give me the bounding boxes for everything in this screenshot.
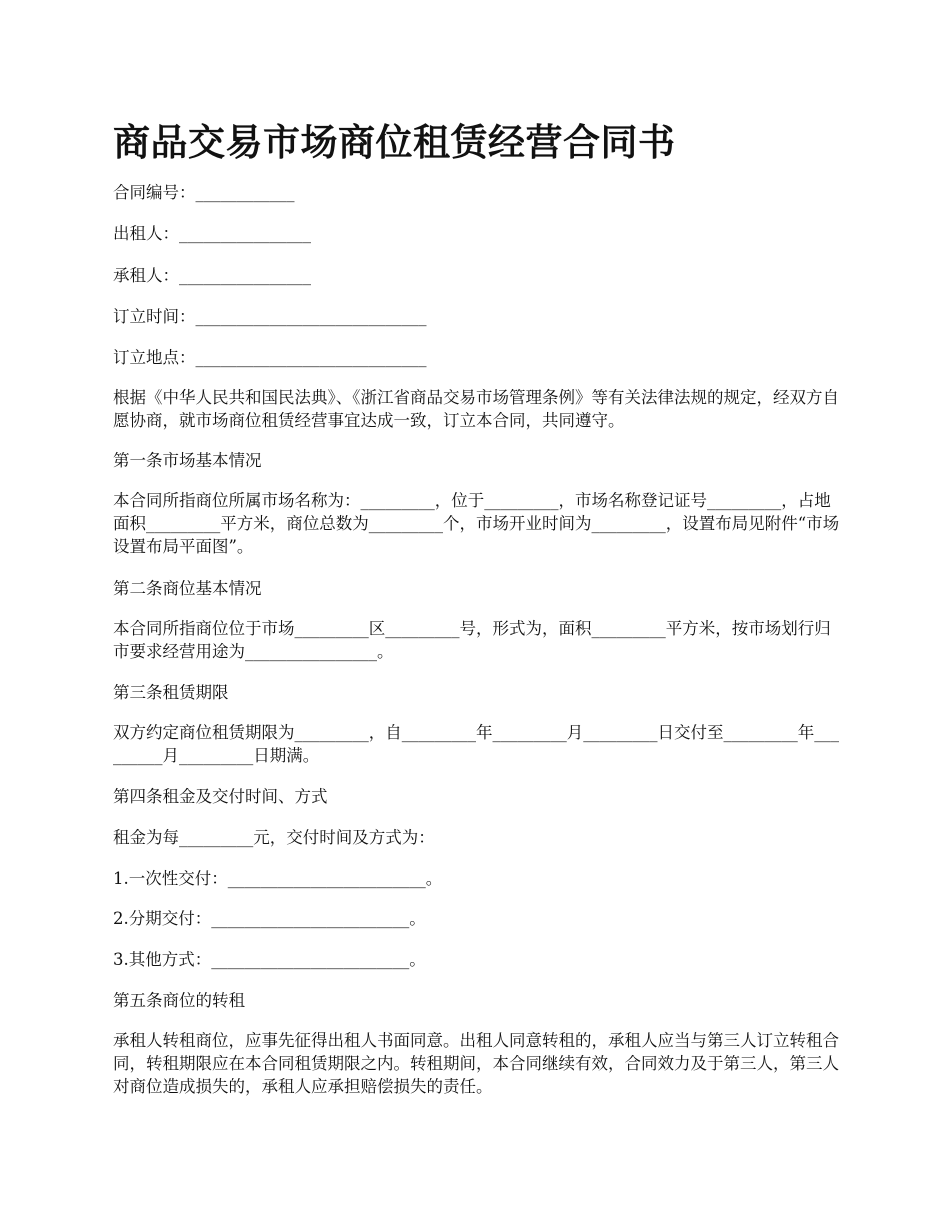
article-4-heading: 第四条租金及交付时间、方式 [113,787,328,806]
contract-number-field: 合同编号：____________ [113,183,295,202]
article-2-body: 本合同所指商位位于市场_________区_________号，形式为，面积_________平方米，按市场划行归市要求经营用途为________________。 [113,619,831,661]
sign-time-field: 订立时间：____________________________ [113,307,427,326]
article-4-item-1: 1.一次性交付：________________________。 [113,869,443,888]
document-title: 商品交易市场商位租赁经营合同书 [113,120,676,164]
article-1-body: 本合同所指商位所属市场名称为：_________，位于_________，市场名称登记证号_________，占地面积_________平方米，商位总数为_________个，市场开业时间为_________，设置布局见附件“市场设置布局平面图”。 [113,491,840,556]
article-4-item-2: 2.分期交付：________________________。 [113,909,426,928]
article-5-heading: 第五条商位的转租 [113,991,245,1010]
article-3-heading: 第三条租赁期限 [113,683,229,702]
sign-place-field: 订立地点：____________________________ [113,348,427,367]
article-1-heading: 第一条市场基本情况 [113,451,262,470]
article-4-intro: 租金为每_________元，交付时间及方式为： [113,828,435,847]
preamble-paragraph: 根据《中华人民共和国民法典》、《浙江省商品交易市场管理条例》等有关法律法规的规定，经双方自愿协商，就市场商位租赁经营事宜达成一致，订立本合同，共同遵守。 [113,388,839,430]
article-3-body: 双方约定商位租赁期限为_________，自_________年_________月_________日交付至_________年_________月_________日期满。 [113,723,839,765]
article-4-item-3: 3.其他方式：________________________。 [113,950,426,969]
article-2-heading: 第二条商位基本情况 [113,579,262,598]
lessor-field: 出租人：________________ [113,224,311,243]
article-5-body: 承租人转租商位，应事先征得出租人书面同意。出租人同意转租的，承租人应当与第三人订立转租合同，转租期限应在本合同租赁期限之内。转租期间，本合同继续有效，合同效力及于第三人，第三人对商位造成损失的，承租人应承担赔偿损失的责任。 [113,1031,839,1096]
lessee-field: 承租人：________________ [113,266,311,285]
